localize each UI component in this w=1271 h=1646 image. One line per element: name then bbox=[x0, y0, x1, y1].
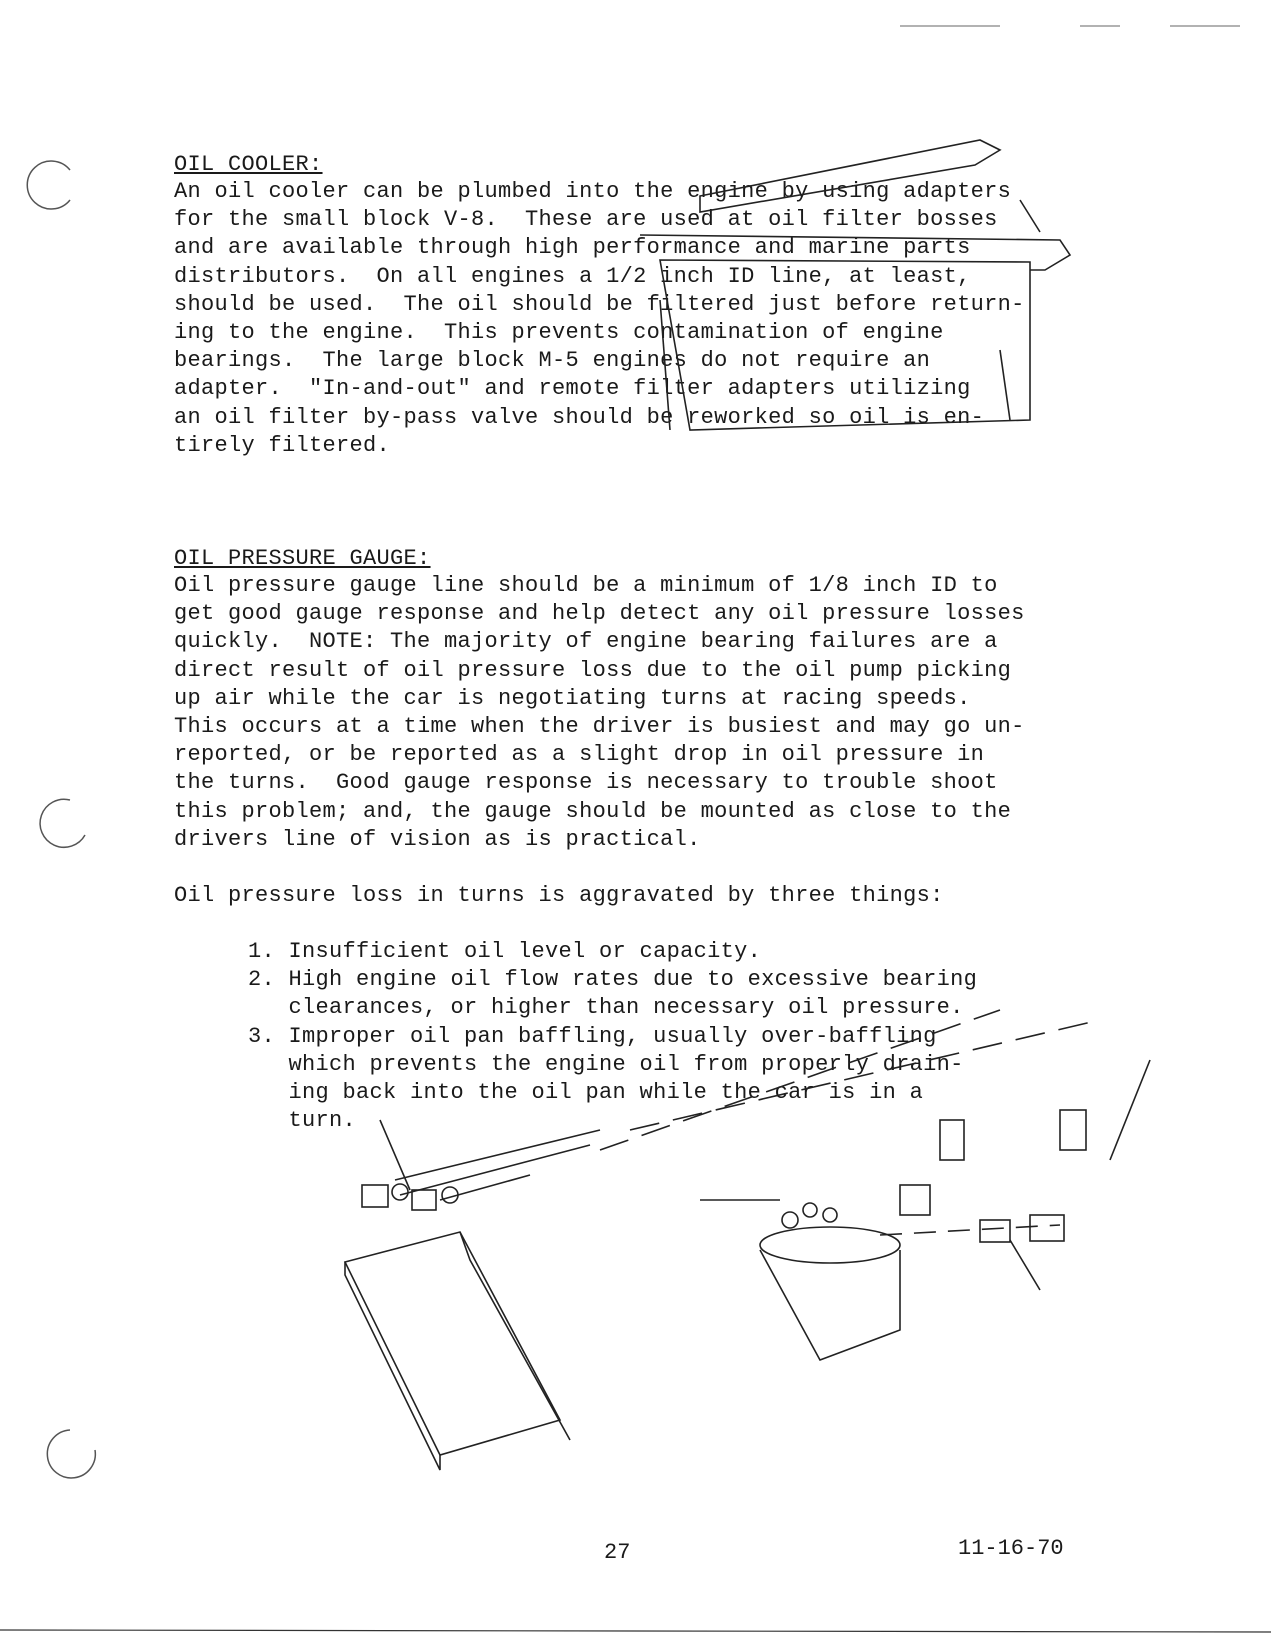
revision-date: 11-16-70 bbox=[958, 1536, 1064, 1561]
section-heading-oil-cooler: OIL COOLER: bbox=[174, 152, 323, 177]
oil-pressure-paragraph: Oil pressure gauge line should be a minimum of 1/8 inch ID to get good gauge response and help detect any oil pressure losses quickly. NOTE: The majority of engine bearing failures are a direct result of oil pressure loss due to the oil pump picking up air while the car is negotiating turns at racing speeds. This occurs at a time when the driver is busiest and may go un- reported, or be reported as a slight drop in oil pressure in the turns. Good gauge response is necessary to trouble shoot this problem; and, the gauge should be mounted as close to the drivers line of vision as is practical. bbox=[174, 573, 1025, 852]
aggravating-factors-list: 1. Insufficient oil level or capacity. 2. High engine oil flow rates due to excessive bearing clearances, or higher than necessary oil pressure. 3. Improper oil pan baffling, usually over-baffling which prevents the engine oil from properly drain- ing back into the oil pan while the car is in a turn. bbox=[248, 939, 978, 1134]
oil-pressure-intro: Oil pressure loss in turns is aggravated by three things: bbox=[174, 883, 944, 908]
page-number: 27 bbox=[604, 1540, 631, 1565]
oil-cooler-paragraph: An oil cooler can be plumbed into the engine by using adapters for the small block V-8. These are used at oil filter bosses and are available through high performance and marine parts distributors. On all engines a 1/2 inch ID line, at least, should be used. The oil should be filtered just before return- ing to the engine. This prevents contamination of engine bearings. The large block M-5 engines do not require an adapter. "In-and-out" and remote filter adapters utilizing an oil filter by-pass valve should be reworked so oil is en- tirely filtered. bbox=[174, 179, 1025, 458]
section-heading-oil-pressure-gauge: OIL PRESSURE GAUGE: bbox=[174, 546, 431, 571]
